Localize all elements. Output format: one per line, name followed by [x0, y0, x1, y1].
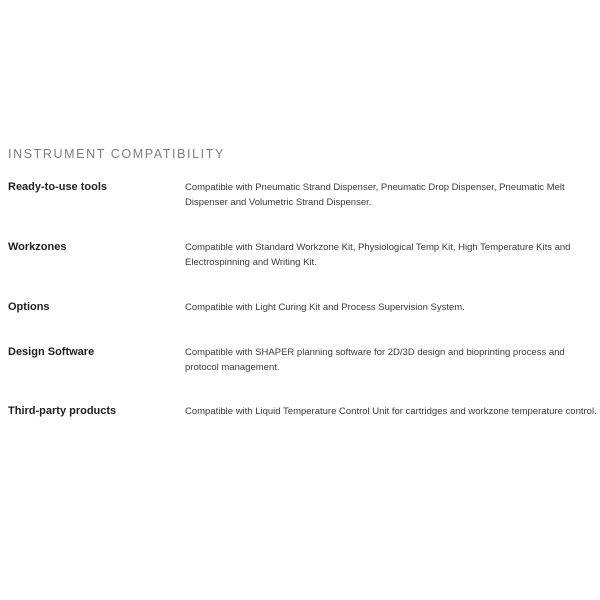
- section-title: INSTRUMENT COMPATIBILITY: [8, 147, 225, 161]
- spec-label: Design Software: [8, 346, 95, 358]
- spec-description: Compatible with Standard Workzone Kit, Physiological Temp Kit, High Temperature Kits and Electrospinning and Writing Kit.: [185, 242, 571, 268]
- spec-label: Third-party products: [8, 405, 117, 417]
- spec-label: Workzones: [8, 241, 67, 253]
- spec-label: Options: [8, 301, 50, 313]
- spec-description: Compatible with SHAPER planning software for 2D/3D design and bioprinting process and protocol management.: [185, 347, 565, 373]
- spec-description: Compatible with Liquid Temperature Control Unit for cartridges and workzone temperature control.: [185, 406, 597, 417]
- spec-description: Compatible with Pneumatic Strand Dispenser, Pneumatic Drop Dispenser, Pneumatic Melt Dispenser and Volumetric Strand Dispenser.: [185, 182, 565, 208]
- spec-label: Ready-to-use tools: [8, 181, 108, 193]
- spec-description: Compatible with Light Curing Kit and Process Supervision System.: [185, 302, 465, 313]
